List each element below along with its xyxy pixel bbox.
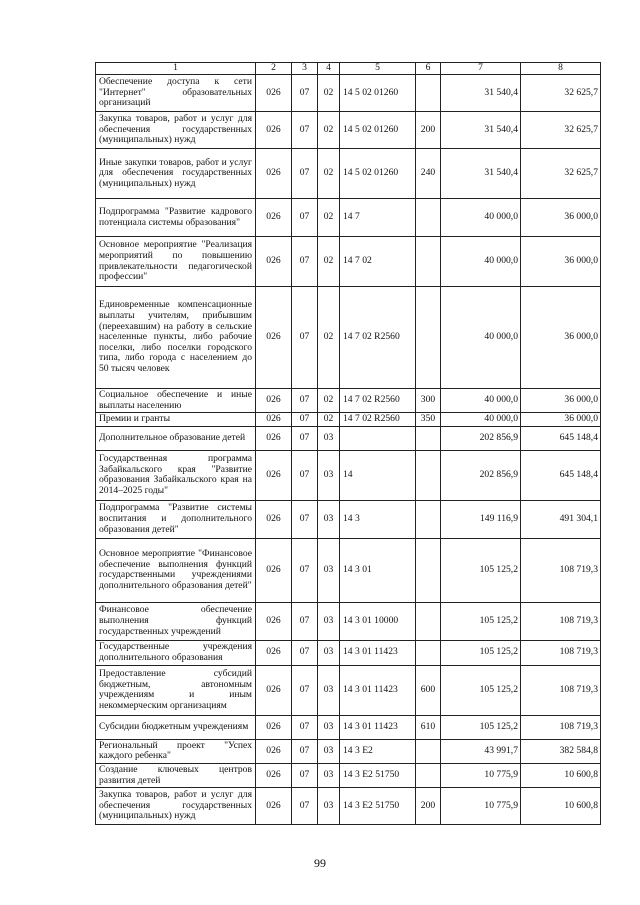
cell-target-article: 14 7 02 R2560 (340, 389, 416, 413)
cell-admin-code: 026 (256, 538, 292, 602)
cell-admin-code: 026 (256, 199, 292, 237)
cell-expense-type (416, 199, 441, 237)
cell-admin-code: 026 (256, 149, 292, 199)
cell-target-article: 14 3 Е2 51750 (340, 763, 416, 787)
cell-amount-year1: 10 775,9 (441, 763, 521, 787)
cell-amount-year2: 645 148,4 (521, 450, 601, 500)
cell-admin-code: 026 (256, 640, 292, 665)
cell-amount-year2: 36 000,0 (521, 287, 601, 389)
cell-admin-code: 026 (256, 763, 292, 787)
cell-section: 07 (292, 665, 318, 715)
cell-expense-type: 350 (416, 413, 441, 427)
cell-expense-type (416, 450, 441, 500)
col-header: 7 (441, 63, 521, 75)
cell-subsection: 03 (318, 715, 340, 739)
cell-section: 07 (292, 640, 318, 665)
cell-subsection: 03 (318, 788, 340, 825)
cell-amount-year1: 202 856,9 (441, 426, 521, 450)
cell-admin-code: 026 (256, 788, 292, 825)
cell-amount-year1: 40 000,0 (441, 199, 521, 237)
cell-section: 07 (292, 763, 318, 787)
cell-subsection: 03 (318, 763, 340, 787)
cell-name: Предоставление субсидий бюджетным, автономным учреждениям и иным некоммерческим организациям (96, 665, 256, 715)
cell-subsection: 03 (318, 500, 340, 538)
cell-amount-year1: 31 540,4 (441, 149, 521, 199)
cell-expense-type: 200 (416, 788, 441, 825)
cell-subsection: 02 (318, 149, 340, 199)
cell-section: 07 (292, 413, 318, 427)
cell-amount-year2: 36 000,0 (521, 389, 601, 413)
cell-section: 07 (292, 389, 318, 413)
cell-admin-code: 026 (256, 739, 292, 763)
cell-target-article: 14 3 01 11423 (340, 715, 416, 739)
cell-subsection: 02 (318, 237, 340, 287)
cell-admin-code: 026 (256, 602, 292, 640)
table-row (96, 450, 601, 500)
cell-amount-year1: 40 000,0 (441, 413, 521, 427)
cell-subsection: 03 (318, 602, 340, 640)
cell-name: Создание ключевых центров развития детей (96, 763, 256, 787)
cell-target-article: 14 3 01 11423 (340, 665, 416, 715)
cell-amount-year1: 202 856,9 (441, 450, 521, 500)
cell-amount-year1: 40 000,0 (441, 287, 521, 389)
cell-name: Социальное обеспечение и иные выплаты населению (96, 389, 256, 413)
cell-admin-code: 026 (256, 715, 292, 739)
cell-amount-year1: 43 991,7 (441, 739, 521, 763)
table-row (96, 739, 601, 763)
table-row (96, 199, 601, 237)
cell-expense-type: 610 (416, 715, 441, 739)
cell-subsection: 03 (318, 538, 340, 602)
cell-name: Подпрограмма "Развитие кадрового потенциала системы образования" (96, 199, 256, 237)
cell-subsection: 03 (318, 640, 340, 665)
cell-name: Региональный проект "Успех каждого ребенка" (96, 739, 256, 763)
cell-target-article: 14 5 02 01260 (340, 112, 416, 149)
cell-name: Субсидии бюджетным учреждениям (96, 715, 256, 739)
cell-admin-code: 026 (256, 112, 292, 149)
cell-admin-code: 026 (256, 287, 292, 389)
cell-amount-year2: 36 000,0 (521, 413, 601, 427)
col-header: 6 (416, 63, 441, 75)
cell-amount-year2: 108 719,3 (521, 602, 601, 640)
cell-name: Государственные учреждения дополнительного образования (96, 640, 256, 665)
table-row (96, 112, 601, 149)
cell-name: Государственная программа Забайкальского края "Развитие образования Забайкальского края на 2014–2025 годы" (96, 450, 256, 500)
cell-admin-code: 026 (256, 237, 292, 287)
col-header: 2 (256, 63, 292, 75)
cell-target-article: 14 7 02 R2560 (340, 413, 416, 427)
cell-subsection: 03 (318, 665, 340, 715)
cell-subsection: 02 (318, 112, 340, 149)
cell-amount-year1: 10 775,9 (441, 788, 521, 825)
budget-table-sheet (95, 62, 600, 825)
cell-name: Закупка товаров, работ и услуг для обеспечения государственных (муниципальных) нужд (96, 788, 256, 825)
cell-section: 07 (292, 602, 318, 640)
cell-name: Основное мероприятие "Финансовое обеспечение выполнения функций государственными учреждениями дополнительного образования детей" (96, 538, 256, 602)
cell-target-article: 14 7 02 R2560 (340, 287, 416, 389)
table-row (96, 788, 601, 825)
cell-amount-year2: 645 148,4 (521, 426, 601, 450)
cell-subsection: 03 (318, 450, 340, 500)
cell-subsection: 02 (318, 413, 340, 427)
cell-target-article: 14 3 (340, 500, 416, 538)
cell-amount-year2: 32 625,7 (521, 149, 601, 199)
cell-amount-year2: 32 625,7 (521, 75, 601, 112)
cell-amount-year2: 382 584,8 (521, 739, 601, 763)
cell-expense-type (416, 602, 441, 640)
cell-section: 07 (292, 75, 318, 112)
cell-section: 07 (292, 538, 318, 602)
cell-section: 07 (292, 199, 318, 237)
cell-admin-code: 026 (256, 389, 292, 413)
cell-expense-type (416, 287, 441, 389)
cell-admin-code: 026 (256, 500, 292, 538)
cell-admin-code: 026 (256, 426, 292, 450)
cell-amount-year2: 32 625,7 (521, 112, 601, 149)
col-header: 4 (318, 63, 340, 75)
cell-expense-type: 240 (416, 149, 441, 199)
cell-expense-type (416, 237, 441, 287)
cell-name: Дополнительное образование детей (96, 426, 256, 450)
table-row (96, 538, 601, 602)
cell-expense-type (416, 763, 441, 787)
cell-name: Премии и гранты (96, 413, 256, 427)
cell-amount-year2: 108 719,3 (521, 665, 601, 715)
cell-expense-type (416, 739, 441, 763)
table-row (96, 763, 601, 787)
cell-amount-year1: 31 540,4 (441, 112, 521, 149)
cell-amount-year2: 491 304,1 (521, 500, 601, 538)
table-row (96, 665, 601, 715)
cell-section: 07 (292, 237, 318, 287)
cell-amount-year2: 108 719,3 (521, 538, 601, 602)
cell-subsection: 03 (318, 426, 340, 450)
cell-name: Единовременные компенсационные выплаты учителям, прибывшим (переехавшим) на работу в сельские населенные пункты, либо рабочие поселки, либо поселки городского типа, либо города с населением до 50 тысяч человек (96, 287, 256, 389)
cell-expense-type (416, 500, 441, 538)
cell-subsection: 02 (318, 389, 340, 413)
cell-amount-year1: 105 125,2 (441, 665, 521, 715)
cell-expense-type (416, 75, 441, 112)
table-row (96, 640, 601, 665)
cell-target-article: 14 (340, 450, 416, 500)
cell-admin-code: 026 (256, 450, 292, 500)
cell-name: Иные закупки товаров, работ и услуг для обеспечения государственных (муниципальных) нужд (96, 149, 256, 199)
cell-amount-year1: 40 000,0 (441, 237, 521, 287)
cell-amount-year2: 36 000,0 (521, 237, 601, 287)
col-header: 3 (292, 63, 318, 75)
cell-name: Подпрограмма "Развитие системы воспитания и дополнительного образования детей" (96, 500, 256, 538)
cell-amount-year1: 105 125,2 (441, 640, 521, 665)
cell-amount-year2: 108 719,3 (521, 715, 601, 739)
cell-target-article: 14 5 02 01260 (340, 75, 416, 112)
cell-target-article: 14 3 Е2 51750 (340, 788, 416, 825)
table-row (96, 75, 601, 112)
cell-amount-year1: 105 125,2 (441, 602, 521, 640)
cell-section: 07 (292, 149, 318, 199)
table-row (96, 237, 601, 287)
cell-target-article: 14 3 01 11423 (340, 640, 416, 665)
col-header: 5 (340, 63, 416, 75)
cell-section: 07 (292, 287, 318, 389)
cell-target-article: 14 3 01 10000 (340, 602, 416, 640)
cell-target-article: 14 3 01 (340, 538, 416, 602)
cell-section: 07 (292, 739, 318, 763)
cell-expense-type (416, 426, 441, 450)
cell-subsection: 03 (318, 739, 340, 763)
table-row (96, 500, 601, 538)
cell-expense-type: 300 (416, 389, 441, 413)
cell-target-article: 14 3 Е2 (340, 739, 416, 763)
cell-admin-code: 026 (256, 665, 292, 715)
cell-amount-year2: 36 000,0 (521, 199, 601, 237)
cell-target-article: 14 7 02 (340, 237, 416, 287)
cell-amount-year1: 40 000,0 (441, 389, 521, 413)
cell-amount-year1: 105 125,2 (441, 538, 521, 602)
cell-subsection: 02 (318, 75, 340, 112)
cell-section: 07 (292, 112, 318, 149)
table-row (96, 149, 601, 199)
cell-subsection: 02 (318, 287, 340, 389)
table-row (96, 426, 601, 450)
cell-expense-type (416, 538, 441, 602)
table-header-row (96, 63, 601, 75)
table-row (96, 287, 601, 389)
cell-amount-year2: 108 719,3 (521, 640, 601, 665)
table-row (96, 389, 601, 413)
cell-name: Обеспечение доступа к сети "Интернет" образовательных организаций (96, 75, 256, 112)
cell-section: 07 (292, 426, 318, 450)
page-number: 99 (314, 856, 326, 870)
cell-name: Финансовое обеспечение выполнения функций государственных учреждений (96, 602, 256, 640)
cell-target-article (340, 426, 416, 450)
table-body (96, 75, 601, 825)
col-header: 8 (521, 63, 601, 75)
cell-amount-year1: 31 540,4 (441, 75, 521, 112)
budget-table (95, 62, 601, 825)
cell-amount-year1: 149 116,9 (441, 500, 521, 538)
cell-admin-code: 026 (256, 413, 292, 427)
cell-target-article: 14 5 02 01260 (340, 149, 416, 199)
cell-expense-type (416, 640, 441, 665)
cell-amount-year2: 10 600,8 (521, 788, 601, 825)
col-header: 1 (96, 63, 256, 75)
cell-section: 07 (292, 500, 318, 538)
cell-amount-year2: 10 600,8 (521, 763, 601, 787)
cell-name: Основное мероприятие "Реализация мероприятий по повышению привлекательности педагогической профессии" (96, 237, 256, 287)
cell-expense-type: 200 (416, 112, 441, 149)
cell-section: 07 (292, 715, 318, 739)
table-row (96, 413, 601, 427)
cell-amount-year1: 105 125,2 (441, 715, 521, 739)
cell-target-article: 14 7 (340, 199, 416, 237)
table-row (96, 602, 601, 640)
cell-expense-type: 600 (416, 665, 441, 715)
cell-section: 07 (292, 788, 318, 825)
cell-admin-code: 026 (256, 75, 292, 112)
cell-name: Закупка товаров, работ и услуг для обеспечения государственных (муниципальных) нужд (96, 112, 256, 149)
cell-subsection: 02 (318, 199, 340, 237)
table-row (96, 715, 601, 739)
cell-section: 07 (292, 450, 318, 500)
